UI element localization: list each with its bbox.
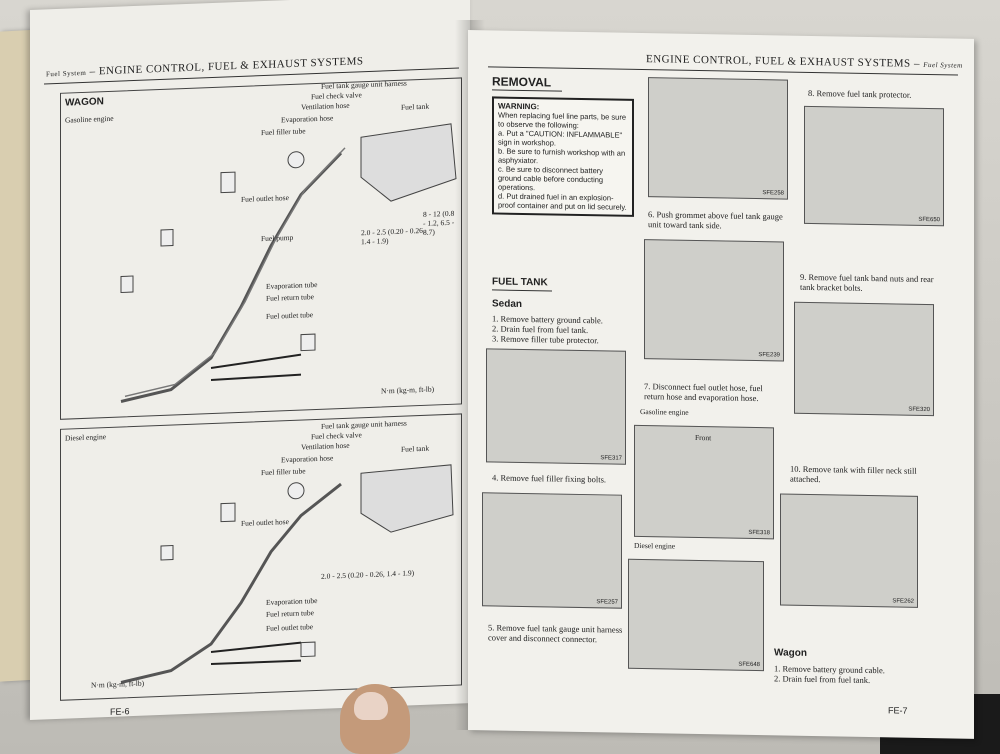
photo-diesel-hoses — [628, 559, 764, 671]
torque-spec-2: 8 - 12 (0.8 - 1.2, 6.5 - 8.7) — [423, 208, 455, 237]
sedan-title: Sedan — [492, 298, 523, 310]
left-header: Fuel System – ENGINE CONTROL, FUEL & EXHAUST SYSTEMS — [46, 55, 364, 79]
right-header: ENGINE CONTROL, FUEL & EXHAUST SYSTEMS – Fuel System — [646, 53, 963, 70]
label-fuel-tank: Fuel tank — [401, 101, 430, 112]
step-8: 8. Remove fuel tank protector. — [808, 87, 912, 100]
header-suffix: Fuel System — [923, 60, 963, 70]
step-6: 6. Push grommet above fuel tank gauge unit toward tank side. — [648, 209, 783, 231]
torque-spec-1: 2.0 - 2.5 (0.20 - 0.26, 1.4 - 1.9) — [361, 225, 425, 247]
d-label-fuel-tank: Fuel tank — [401, 443, 430, 454]
diesel-fuel-line-drawing — [61, 414, 461, 699]
photo-code: SFE262 — [892, 598, 914, 605]
d-torque-unit: N·m (kg-m, ft-lb) — [91, 678, 145, 690]
photo-code: SFE239 — [758, 352, 780, 359]
d-label-return-tube: Fuel return tube — [266, 608, 314, 619]
d-torque-spec: 2.0 - 2.5 (0.20 - 0.26, 1.4 - 1.9) — [321, 568, 415, 581]
photo-grommet — [644, 239, 784, 361]
step-item: 2. Drain fuel from fuel tank. — [774, 673, 871, 686]
photo-code: SFE650 — [918, 216, 940, 224]
label-gauge-harness: Fuel tank gauge unit harness — [321, 78, 407, 91]
photo-code: SFE648 — [738, 661, 760, 669]
gasoline-engine-label: Gasoline engine — [640, 407, 689, 417]
warning-title: WARNING: — [498, 101, 540, 112]
header-title: ENGINE CONTROL, FUEL & EXHAUST SYSTEMS — [646, 53, 911, 70]
d-label-outlet-hose: Fuel outlet hose — [241, 517, 289, 528]
photo-tank-protector — [804, 106, 944, 226]
warning-box — [492, 96, 634, 216]
wagon-gasoline-diagram — [60, 77, 462, 419]
warning-item: a. Put a "CAUTION: INFLAMMABLE" sign in workshop. — [498, 128, 623, 148]
step-7: 7. Disconnect fuel outlet hose, fuel return hose and evaporation hose. — [644, 381, 763, 404]
wagon-title: Wagon — [774, 647, 807, 659]
label-outlet-hose: Fuel outlet hose — [241, 193, 289, 204]
photo-code: SFE317 — [600, 455, 622, 462]
torque-unit: N·m (kg-m, ft-lb) — [381, 384, 435, 396]
d-label-filler-tube: Fuel filler tube — [261, 466, 306, 478]
diesel-diagram — [60, 413, 462, 700]
diagram2-subtitle: Diesel engine — [65, 432, 107, 443]
label-ventilation-hose: Ventilation hose — [301, 100, 350, 112]
d-label-ventilation-hose: Ventilation hose — [301, 440, 350, 452]
step-10: 10. Remove tank with filler neck still attached. — [790, 463, 917, 485]
header-title: ENGINE CONTROL, FUEL & EXHAUST SYSTEMS — [98, 55, 364, 78]
photo-code: SFE257 — [596, 599, 618, 606]
fuel-tank-title: FUEL TANK — [492, 276, 548, 289]
photo-code: SFE318 — [748, 529, 770, 537]
d-label-evaporation-hose: Evaporation hose — [281, 453, 334, 465]
photo-code: SFE258 — [762, 190, 784, 197]
photo-filler-protector — [486, 348, 626, 464]
header-prefix: Fuel System — [46, 68, 87, 79]
step-5: 5. Remove fuel tank gauge unit harness cover and disconnect connector. — [488, 622, 623, 645]
front-label: Front — [695, 432, 712, 443]
step-4: 4. Remove fuel filler fixing bolts. — [492, 472, 607, 485]
warning-item: b. Be sure to furnish workshop with an asphyxiator. — [498, 146, 626, 166]
diagram-title: WAGON — [65, 96, 104, 109]
left-page — [30, 0, 470, 720]
warning-intro: When replacing fuel line parts, be sure to observe the following: — [498, 110, 626, 130]
photo-gasoline-hoses — [634, 425, 774, 539]
sedan-steps — [492, 313, 632, 345]
label-filler-tube: Fuel filler tube — [261, 126, 306, 138]
label-outlet-tube: Fuel outlet tube — [266, 310, 314, 321]
wagon-steps — [774, 663, 924, 686]
label-return-tube: Fuel return tube — [266, 292, 314, 303]
warning-item: d. Put drained fuel in an explosion-proof container and put on lid securely. — [498, 191, 627, 212]
removal-title: REMOVAL — [492, 74, 552, 90]
label-fuel-pump: Fuel pump — [261, 232, 294, 244]
removal-rule — [492, 89, 562, 91]
label-check-valve: Fuel check valve — [311, 90, 362, 102]
warning-item: c. Be sure to disconnect battery ground cable before conducting operations. — [498, 164, 604, 193]
d-label-outlet-tube: Fuel outlet tube — [266, 622, 314, 633]
step-item: 2. Drain fuel from fuel tank. — [492, 323, 589, 336]
d-label-check-valve: Fuel check valve — [311, 430, 362, 442]
photo-gauge-harness — [648, 77, 788, 199]
right-page — [468, 30, 974, 739]
thumbnail-nail — [354, 692, 388, 720]
d-label-gauge-harness: Fuel tank gauge unit harness — [321, 418, 407, 431]
photo-code: SFE320 — [908, 406, 930, 414]
diagram-subtitle: Gasoline engine — [65, 113, 114, 125]
d-label-evaporation-tube: Evaporation tube — [266, 595, 318, 607]
photo-filler-bolts — [482, 492, 622, 608]
step-item: 3. Remove filler tube protector. — [492, 333, 599, 346]
step-item: 1. Remove battery ground cable. — [774, 663, 885, 676]
step-9: 9. Remove fuel tank band nuts and rear tank bracket bolts. — [800, 271, 934, 293]
step-item: 1. Remove battery ground cable. — [492, 313, 603, 326]
label-evaporation-tube: Evaporation tube — [266, 279, 318, 291]
photo-tank-band — [794, 302, 934, 416]
photo-remove-tank — [780, 493, 918, 607]
label-evaporation-hose: Evaporation hose — [281, 113, 334, 125]
fuel-tank-rule — [492, 289, 552, 291]
left-page-number: FE-6 — [110, 706, 130, 717]
right-page-number: FE-7 — [888, 705, 908, 716]
diesel-engine-label: Diesel engine — [634, 540, 676, 551]
